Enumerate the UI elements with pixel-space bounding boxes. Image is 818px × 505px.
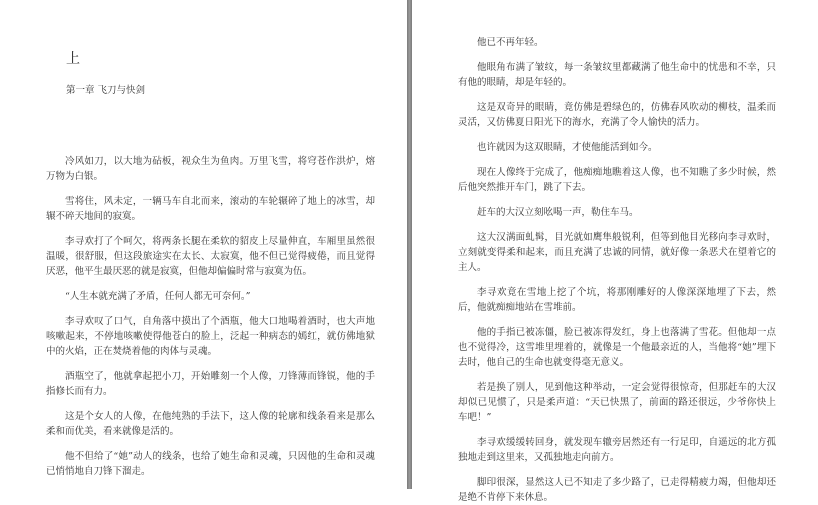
paragraph: 也许就因为这双眼睛，才使他能活到如今。 — [477, 142, 658, 153]
paragraph: 他已不再年轻。 — [477, 37, 544, 48]
paragraph: 他不但给了“她”动人的线条，也给了她生命和灵魂，只因他的生命和灵魂已悄悄地自刀锋下溜走。 — [46, 451, 375, 477]
paragraph: 李寻欢叹了口气，自角落中摸出了个酒瓶，他大口地喝着酒时，也大声地咳嗽起来，不停地咳嗽使得他苍白的脸上，泛起一种病态的嫣红，就仿佛地狱中的火焰，正在焚烧着他的肉体与灵魂。 — [46, 316, 375, 357]
paragraph: 他眼角布满了皱纹，每一条皱纹里都藏满了他生命中的忧患和不幸，只有他的眼睛，却是年轻的。 — [458, 62, 776, 88]
chapter-title: 第一章 飞刀与快剑 — [66, 85, 146, 96]
paragraph: 这是双奇异的眼睛，竟仿佛是碧绿色的，仿佛春风吹动的柳枝，温柔而灵活，又仿佛夏日阳光下的海水，充满了令人愉快的活力。 — [458, 102, 776, 128]
paragraph: 脚印很深，显然这人已不知走了多少路了，已走得精疲力竭，但他却还是绝不肯停下来休息。 — [458, 477, 776, 503]
paragraph: 李寻欢打了个呵欠，将两条长腿在柔软的貂皮上尽量伸直，车厢里虽然很温暖，很舒服，但这段旅途实在太长、太寂寞，他不但已觉得疲倦，而且觉得厌恶，他平生最厌恶的就是寂寞，但他却偏偏时常与寂寞为伍。 — [46, 236, 375, 277]
paragraph: 他的手指已被冻僵，脸已被冻得发红，身上也落满了雪花。但他却一点也不觉得冷，这雪堆里埋着的，就像是一个他最亲近的人，当他将“她”埋下去时，他自己的生命也就变得毫无意义。 — [458, 327, 776, 368]
paragraph: 若是换了别人，见到他这种举动，一定会觉得很惊奇，但那赶车的大汉却似已见惯了，只是柔声道：“天已快黑了，前面的路还很远，少爷你快上车吧！” — [458, 382, 776, 423]
paragraph: 现在人像终于完成了，他痴痴地瞧着这人像，也不知瞧了多少时候，然后他突然推开车门，跳了下去。 — [458, 167, 776, 193]
left-page — [0, 0, 407, 489]
paragraph: 这大汉满面虬髯，目光就如鹰隼般锐利，但等到他目光移向李寻欢时，立刻就变得柔和起来，而且充满了忠诚的同情，就好像一条恶犬在望着它的主人。 — [458, 232, 776, 273]
paragraph: 酒瓶空了，他就拿起把小刀，开始雕刻一个人像，刀锋薄而锋锐，他的手指修长而有力。 — [46, 371, 375, 397]
right-page — [412, 0, 818, 503]
paragraph: 这是个女人的人像，在他纯熟的手法下，这人像的轮廓和线条看来是那么柔和而优美，看来就像是活的。 — [46, 411, 375, 437]
paragraph: 雪将住，风未定，一辆马车自北而来，滚动的车轮辗碎了地上的冰雪，却辗不碎天地间的寂寞。 — [46, 196, 375, 222]
part-title: 上 — [66, 51, 80, 67]
paragraph: 赶车的大汉立刻吆喝一声，勒住车马。 — [477, 207, 639, 218]
paragraph: “人生本就充满了矛盾，任何人都无可奈何。” — [65, 291, 251, 302]
paragraph: 冷风如刀，以大地为砧板，视众生为鱼肉。万里飞雪，将穹苍作洪炉，熔万物为白银。 — [46, 156, 375, 182]
paragraph: 李寻欢缓缓转回身，就发现车辙旁居然还有一行足印，自遥远的北方孤独地走到这里来，又孤独地走向前方。 — [458, 437, 776, 463]
paragraph: 李寻欢竟在雪地上挖了个坑，将那刚雕好的人像深深地埋了下去，然后，他就痴痴地站在雪堆前。 — [458, 287, 776, 313]
